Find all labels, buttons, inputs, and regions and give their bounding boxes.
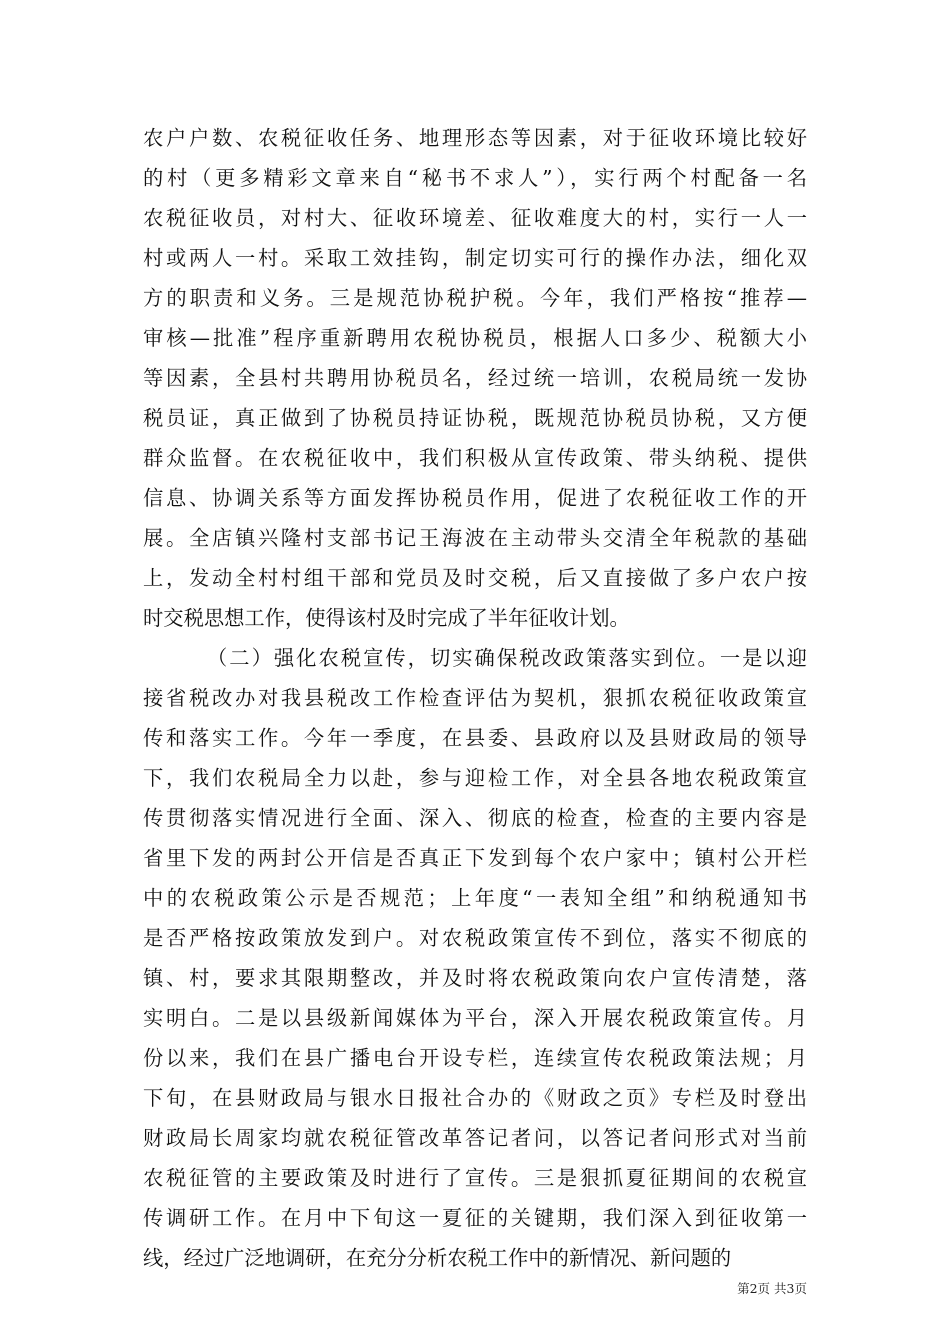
text-line: 群众监督。在农税征收中，我们积极从宣传政策、带头纳税、提供 [143,446,807,470]
page-number: 第2页 共3页 [737,1281,807,1296]
paragraph [143,118,807,638]
document-body [143,118,807,1278]
text-line: 时交税思想工作，使得该村及时完成了半年征收计划。 [143,606,630,630]
text-line: （二）强化农税宣传，切实确保税改政策落实到位。一是以迎 [207,646,807,670]
text-line: 财政局长周家均就农税征管改革答记者问，以答记者问形式对当前 [143,1126,807,1150]
text-line: 下旬，在县财政局与银水日报社合办的《财政之页》专栏及时登出 [143,1086,807,1110]
text-line: 农税征收员，对村大、征收环境差、征收难度大的村，实行一人一 [143,206,807,230]
text-line: 展。全店镇兴隆村支部书记王海波在主动带头交清全年税款的基础 [143,526,807,550]
text-line: 上，发动全村村组干部和党员及时交税，后又直接做了多户农户按 [143,566,807,590]
text-line: 农税征管的主要政策及时进行了宣传。三是狠抓夏征期间的农税宣 [143,1166,807,1190]
text-line: 传和落实工作。今年一季度，在县委、县政府以及县财政局的领导 [143,726,807,750]
text-line: 村或两人一村。采取工效挂钩，制定切实可行的操作办法，细化双 [143,246,807,270]
text-line: 等因素，全县村共聘用协税员名，经过统一培训，农税局统一发协 [143,366,807,390]
text-line: 传调研工作。在月中下旬这一夏征的关键期，我们深入到征收第一 [143,1206,807,1230]
text-line: 信息、协调关系等方面发挥协税员作用，促进了农税征收工作的开 [143,486,807,510]
text-line: 镇、村，要求其限期整改，并及时将农税政策向农户宣传清楚，落 [143,966,807,990]
text-line: 中的农税政策公示是否规范；上年度“一表知全组”和纳税通知书 [143,886,807,910]
text-line: 接省税改办对我县税改工作检查评估为契机，狠抓农税征收政策宣 [143,686,807,710]
text-line: 传贯彻落实情况进行全面、深入、彻底的检查，检查的主要内容是 [143,806,807,830]
text-line: 省里下发的两封公开信是否真正下发到每个农户家中；镇村公开栏 [143,846,807,870]
text-line: 审核—批准”程序重新聘用农税协税员，根据人口多少、税额大小 [143,326,807,350]
text-line: 下，我们农税局全力以赴，参与迎检工作，对全县各地农税政策宣 [143,766,807,790]
paragraph [143,638,807,1278]
text-line: 实明白。二是以县级新闻媒体为平台，深入开展农税政策宣传。月 [143,1006,807,1030]
text-line: 方的职责和义务。三是规范协税护税。今年，我们严格按“推荐— [143,286,807,310]
text-line: 税员证，真正做到了协税员持证协税，既规范协税员协税，又方便 [143,406,807,430]
text-line: 线，经过广泛地调研，在充分分析农税工作中的新情况、新问题的 [143,1246,732,1270]
text-line: 是否严格按政策放发到户。对农税政策宣传不到位，落实不彻底的 [143,926,807,950]
text-line: 份以来，我们在县广播电台开设专栏，连续宣传农税政策法规；月 [143,1046,807,1070]
text-line: 的村（更多精彩文章来自“秘书不求人”），实行两个村配备一名 [143,166,807,190]
text-line: 农户户数、农税征收任务、地理形态等因素，对于征收环境比较好 [143,126,807,150]
